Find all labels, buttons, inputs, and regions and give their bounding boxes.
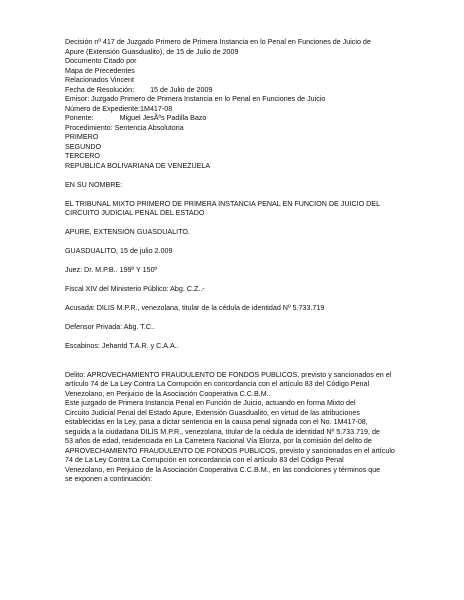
body-line-5: 53 años de edad, residenciada en La Carretera Nacional Vía Elorza, por la comisión del delito de — [65, 437, 372, 445]
fecha-resolucion-label: Fecha de Resolución: — [65, 85, 135, 94]
delito-line-2: artículo 74 de La Ley Contra La Corrupción en concordancia con el artículo 83 del Código Penal — [65, 380, 370, 388]
fiscal-text: Fiscal XIV del Ministerio Público: Abg. C.Z..- — [65, 285, 205, 293]
body-line-3: establecidas en la Ley, pasa a dictar sentencia en la causa penal signada con el No. 1M417-08, — [65, 418, 368, 426]
tribunal-heading-line-1: EL TRIBUNAL MIXTO PRIMERO DE PRIMERA INSTANCIA PENAL EN FUNCION DE JUICIO DEL — [65, 199, 381, 208]
ponente-row — [65, 114, 410, 124]
tercero-link[interactable]: TERCERO — [65, 152, 100, 160]
body-line-4: seguida a la ciudadana DILIS M.P.R., venezolana, titular de la cédula de identidad Nº 5.733.719, de — [65, 427, 380, 436]
primero-link[interactable]: PRIMERO — [65, 133, 99, 141]
acusada-text: Acusada: DILIS M.P.R., venezolana, titular de la cédula de identidad Nº 5.733.719 — [65, 304, 325, 312]
ponente-label: Ponente: — [65, 114, 94, 122]
documento-citado-link[interactable]: Documento Citado por — [65, 57, 137, 65]
ponente-value: Miguel JesÃºs Padilla Bazo — [119, 114, 207, 122]
body-line-6: APROVECHAMIENTO FRAUDULENTO DE FONDOS PUBLICOS, previsto y sancionados en el artículo — [65, 446, 395, 455]
delito-line-1: Delito: APROVECHAMIENTO FRAUDULENTO DE FONDOS PUBLICOS, previsto y sancionados en el — [65, 370, 392, 379]
fecha-resolucion-value: 15 de Julio de 2009 — [150, 85, 213, 94]
body-line-2: Circuito Judicial Penal del Estado Apure, Extensión Guasdualito, en virtud de las atribuciones — [65, 408, 360, 417]
document-title-line-1: Decisión nº 417 de Juzgado Primero de Primera Instancia en lo Penal en Funciones de Juicio de — [65, 38, 371, 46]
body-line-7: 74 de La Ley Contra La Corrupción en concordancia con el artículo 83 del Código Penal — [65, 456, 344, 464]
document-page — [65, 38, 410, 485]
relacionados-link[interactable]: Relacionados Vincent — [65, 76, 134, 84]
en-su-nombre-heading: EN SU NOMBRE: — [65, 180, 123, 189]
expediente-text: Número de Expediente:1M417-08 — [65, 104, 173, 113]
republica-heading: REPUBLICA BOLIVARIANA DE VENEZUELA — [65, 161, 211, 170]
emisor-text: Emisor: Juzgado Primero de Primera Instancia en lo Penal en Funciones de Juicio — [65, 95, 326, 103]
body-line-8: Venezolano, en Perjuicio de la Asociación Cooperativa C.C.B.M., en las condiciones y términos que — [65, 465, 381, 474]
segundo-link[interactable]: SEGUNDO — [65, 142, 102, 151]
guasdualito-date: GUASDUALITO, 15 de julio 2.009 — [65, 247, 173, 255]
apure-heading: APURE, EXTENSIÓN GUASDUALITO. — [65, 228, 190, 236]
document-title-line-2: Apure (Extensión Guasdualito), de 15 de Julio de 2009 — [65, 47, 239, 56]
escabinos-text: Escabinos: Jehantd T.A.R. y C.A.A.. — [65, 342, 179, 350]
procedimiento-text: Procedimiento: Sentencia Absolutoria — [65, 123, 184, 132]
body-line-1: Este juzgado de Primera Instancia Penal en Función de Juicio, actuando en forma Mixto del — [65, 399, 356, 407]
tribunal-heading-line-2: CIRCUITO JUDICIAL PENAL DEL ESTADO — [65, 209, 205, 217]
fecha-resolucion-row — [65, 86, 410, 96]
juez-text: Juez: Dr. M.P.B.. 199º Y 150º — [65, 266, 158, 274]
mapa-precedentes-link[interactable]: Mapa de Precedentes — [65, 66, 135, 75]
body-line-9: se exponen a continuación: — [65, 475, 152, 483]
delito-line-3: Venezolano, en Perjuicio de la Asociación Cooperativa C.C.B.M.. — [65, 389, 271, 398]
defensor-text: Defensor Privada: Abg. T.C.. — [65, 323, 155, 331]
